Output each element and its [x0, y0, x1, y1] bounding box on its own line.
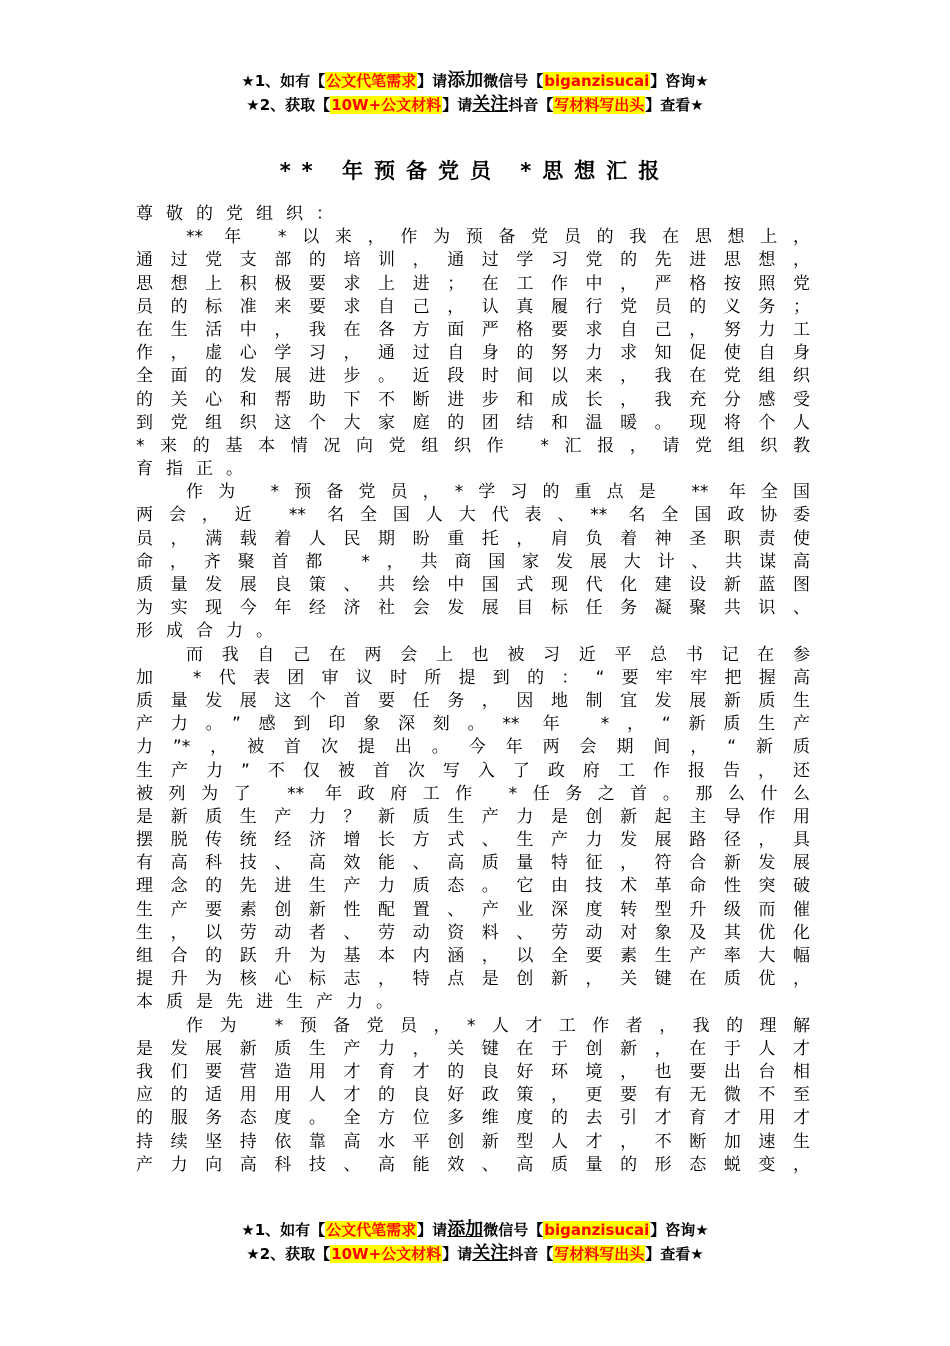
body-line: 质量发展良策、共绘中国式现代化建设新蓝图 — [136, 575, 810, 595]
banner-line-1 — [0, 69, 950, 93]
body-line: ** 年 *以来，作为预备党员的我在思想上， — [186, 227, 810, 248]
banner-text: 】咨询★ — [650, 72, 709, 90]
body-line: 作为 *预备党员，*学习的重点是 ** 年全国 — [186, 482, 810, 503]
banner-highlight: 公文代笔需求 — [326, 1221, 417, 1239]
body-line: 生产要素创新性配置、产业深度转型升级而催 — [136, 899, 810, 920]
body-line: 员，满载着人民期盼重托，肩负着神圣职责使 — [136, 528, 810, 549]
body-line: 形成合力。 — [136, 621, 286, 642]
banner-text: 】查看★ — [645, 96, 704, 114]
body-line: 全面的发展进步。近段时间以来，我在党组织 — [136, 366, 810, 387]
banner-emphasis: 添加 — [447, 70, 484, 91]
body-line: 应的适用用人才的良好政策，更要有无微不至 — [136, 1085, 810, 1106]
banner-line-2 — [0, 93, 950, 117]
body-line: 尊敬的党组织： — [136, 204, 346, 224]
body-line: 本质是先进生产力。 — [136, 992, 406, 1013]
body-line: 我们要营造用才育才的良好环境，也要出台相 — [136, 1061, 810, 1082]
document-body — [136, 203, 810, 1177]
banner-highlight: 10W+公文材料 — [331, 1245, 442, 1263]
body-line: 为实现今年经济社会发展目标任务凝聚共识、 — [136, 598, 810, 619]
banner-highlight: 公文代笔需求 — [326, 72, 417, 90]
banner-text: 】请 — [442, 96, 473, 114]
banner-text: 微信号【 — [483, 72, 544, 90]
body-line: 加 *代表团审议时所提到的：“要牢牢把握高 — [136, 667, 810, 688]
body-line: 命，齐聚首都 *，共商国家发展大计、共谋高 — [136, 551, 810, 572]
banner-line-2 — [0, 1242, 950, 1266]
banner-text: 】请 — [417, 1221, 448, 1239]
body-line: 两会，近 ** 名全国人大代表、** 名全国政协委 — [136, 505, 810, 526]
body-line: 理念的先进生产力质态。它由技术革命性突破 — [136, 876, 810, 897]
body-line: 作为 *预备党员，*人才工作者，我的理解 — [186, 1015, 810, 1036]
body-line: *来的基本情况向党组织作 *汇报，请党组织教 — [136, 435, 810, 456]
body-line: 生，以劳动者、劳动资料、劳动对象及其优化 — [136, 922, 810, 943]
banner-text: ★2、获取【 — [246, 96, 331, 114]
banner-text: 】请 — [417, 72, 448, 90]
body-line: 育指正。 — [136, 459, 256, 480]
body-line: 的关心和帮助下不断进步和成长，我充分感受 — [136, 389, 810, 410]
banner-highlight: 写材料写出头 — [554, 1245, 645, 1263]
banner-text: 】查看★ — [645, 1245, 704, 1263]
body-line: 被列为了 ** 年政府工作 *任务之首。那么什么 — [136, 783, 810, 804]
document-title: ** 年预备党员 *思想汇报 — [279, 159, 671, 183]
banner-text: ★1、如有【 — [241, 1221, 326, 1239]
body-line: 员的标准来要求自己，认真履行党员的义务； — [136, 296, 810, 317]
banner-text: ★2、获取【 — [246, 1245, 331, 1263]
banner-text: 抖音【 — [508, 96, 554, 114]
banner-highlight: biganzisucai — [544, 72, 650, 90]
banner-highlight: 写材料写出头 — [554, 96, 645, 114]
body-line: 生产力”不仅被首次写入了政府工作报告，还 — [136, 760, 810, 781]
body-line: 而我自己在两会上也被习近平总书记在参 — [186, 644, 810, 665]
body-line: 的服务态度。全方位多维度的去引才育才用才 — [136, 1108, 810, 1129]
banner-text: 微信号【 — [483, 1221, 544, 1239]
banner-text: ★1、如有【 — [241, 72, 326, 90]
body-line: 有高科技、高效能、高质量特征，符合新发展 — [136, 853, 810, 874]
body-line: 摆脱传统经济增长方式、生产力发展路径，具 — [136, 830, 810, 851]
footer-banner — [0, 1218, 950, 1266]
body-line: 到党组织这个大家庭的团结和温暖。现将个人 — [136, 412, 810, 433]
body-line: 力”*，被首次提出。今年两会期间，“新质 — [136, 737, 810, 758]
header-banner — [0, 69, 950, 117]
body-line: 提升为核心标志，特点是创新，关键在质优， — [136, 969, 810, 990]
banner-emphasis: 关注 — [472, 94, 509, 115]
body-line: 产力。”感到印象深刻。** 年 *，“新质生产 — [136, 714, 810, 735]
body-line: 在生活中，我在各方面严格要求自己，努力工 — [136, 319, 810, 340]
banner-emphasis: 关注 — [472, 1243, 509, 1264]
body-line: 是发展新质生产力，关键在于创新，在于人才 — [136, 1038, 810, 1059]
body-line: 通过党支部的培训，通过学习党的先进思想， — [136, 250, 810, 271]
banner-text: 】咨询★ — [650, 1221, 709, 1239]
body-line: 组合的跃升为基本内涵，以全要素生产率大幅 — [136, 946, 810, 966]
body-line: 产力向高科技、高能效、高质量的形态蜕变， — [136, 1154, 810, 1175]
banner-highlight: biganzisucai — [544, 1221, 650, 1239]
banner-text: 抖音【 — [508, 1245, 554, 1263]
body-line: 持续坚持依靠高水平创新型人才，不断加速生 — [136, 1131, 810, 1152]
body-line: 思想上积极要求上进；在工作中，严格按照党 — [136, 273, 810, 294]
banner-line-1 — [0, 1218, 950, 1242]
banner-emphasis: 添加 — [447, 1219, 484, 1240]
banner-highlight: 10W+公文材料 — [331, 96, 442, 114]
body-line: 质量发展这个首要任务，因地制宜发展新质生 — [136, 690, 810, 711]
body-line: 是新质生产力？新质生产力是创新起主导作用 — [136, 806, 810, 827]
body-line: 作，虚心学习，通过自身的努力求知促使自身 — [136, 343, 810, 364]
banner-text: 】请 — [442, 1245, 473, 1263]
